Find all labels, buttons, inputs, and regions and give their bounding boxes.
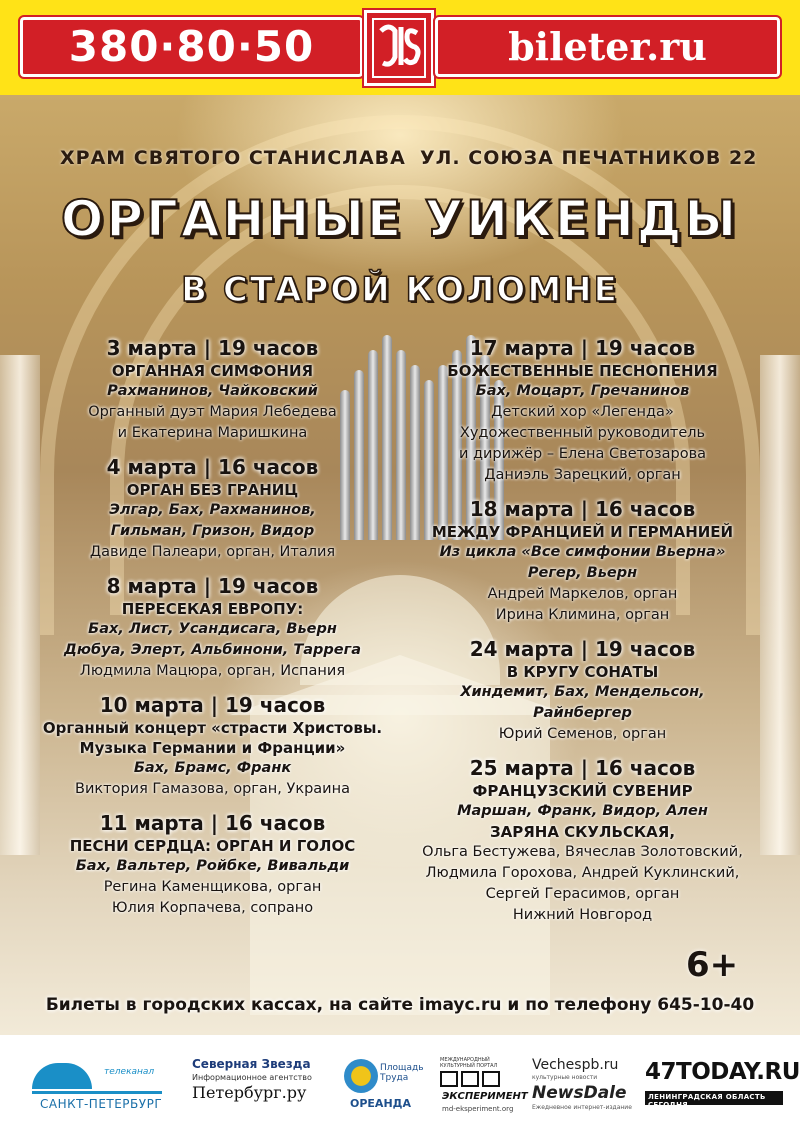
sponsor-47today-logo[interactable] — [645, 1057, 800, 1117]
event-performer: Нижний Новгород — [512, 907, 653, 923]
event-performer: Художественный руководитель — [459, 425, 706, 441]
event-block — [400, 755, 765, 926]
event-block — [40, 692, 385, 800]
event-performer: и Екатерина Маришкина — [117, 425, 308, 441]
event-composers: Из цикла «Все симфонии Вьерна» — [439, 544, 726, 560]
event-title: Музыка Германии и Франции» — [79, 739, 346, 757]
venue-name: ХРАМ СВЯТОГО СТАНИСЛАВА — [60, 147, 406, 169]
wave-icon — [32, 1063, 92, 1089]
event-block — [400, 636, 765, 745]
sponsor-name: Площадь Труда — [380, 1063, 424, 1083]
bileter-logo-icon — [364, 10, 434, 86]
event-performer: Юлия Корпачева, сопрано — [111, 900, 314, 916]
event-performer: Людмила Горохова, Андрей Куклинский, — [425, 865, 740, 881]
sponsor-site: Петербург.ру — [192, 1083, 307, 1102]
event-performer: Ольга Бестужева, Вячеслав Золотовский, — [422, 844, 743, 860]
event-date: 3 марта | 19 часов — [106, 336, 319, 360]
event-performer: Ирина Климина, орган — [495, 607, 670, 623]
event-title: БОЖЕСТВЕННЫЕ ПЕСНОПЕНИЯ — [447, 362, 718, 380]
sponsor-sub: ЛЕНИНГРАДСКАЯ ОБЛАСТЬ СЕГОДНЯ — [648, 1093, 766, 1109]
event-block — [40, 335, 385, 444]
event-performer: Детский хор «Легенда» — [491, 404, 674, 420]
event-performer: Давиде Палеари, орган, Италия — [89, 544, 336, 560]
phone-number[interactable]: 380·80·50 — [20, 17, 363, 77]
event-performer: Людмила Мацюра, орган, Испания — [79, 663, 346, 679]
decor-column-right — [760, 355, 800, 855]
ticket-info: Билеты в городских кассах, на сайте imayc.ru и по телефону 645-10-40 — [45, 995, 755, 1015]
event-date: 8 марта | 19 часов — [106, 574, 319, 598]
poster-title: ОРГАННЫЕ УИКЕНДЫ — [60, 190, 740, 248]
event-performer: Органный дуэт Мария Лебедева — [88, 404, 337, 420]
poster-subtitle: В СТАРОЙ КОЛОМНЕ — [181, 270, 619, 310]
poster-background — [0, 95, 800, 1035]
event-performer: Виктория Гамазова, орган, Украина — [75, 781, 350, 797]
event-composers: Райнбергер — [533, 705, 632, 721]
event-date: 17 марта | 19 часов — [469, 336, 696, 360]
sponsor-sub: МЕЖДУНАРОДНЫЙ КУЛЬТУРНЫЙ ПОРТАЛ — [440, 1057, 498, 1069]
event-composers: Рахманинов, Чайковский — [107, 383, 318, 399]
event-title: ФРАНЦУЗСКИЙ СУВЕНИР — [472, 782, 693, 800]
sponsor-name: Северная Звезда — [192, 1057, 311, 1071]
event-date: 25 марта | 16 часов — [469, 756, 696, 780]
event-title: Органный концерт «страсти Христовы. — [42, 719, 383, 737]
venue-address: УЛ. СОЮЗА ПЕЧАТНИКОВ 22 — [420, 147, 758, 169]
event-performer: Регина Каменщикова, орган — [103, 879, 322, 895]
emblem-icon — [344, 1059, 378, 1093]
event-date: 4 марта | 16 часов — [106, 455, 319, 479]
event-composers: Бах, Вальтер, Ройбке, Вивальди — [75, 858, 350, 874]
sponsor-name: САНКТ-ПЕТЕРБУРГ — [40, 1097, 163, 1111]
event-date: 24 марта | 19 часов — [469, 637, 696, 661]
event-composers: Хиндемит, Бах, Мендельсон, — [460, 684, 705, 700]
event-title: В КРУГУ СОНАТЫ — [506, 663, 659, 681]
header-bar — [0, 0, 800, 95]
sponsor-spb-channel-logo[interactable] — [20, 1057, 170, 1117]
event-date: 10 марта | 19 часов — [99, 693, 326, 717]
event-performer: Андрей Маркелов, орган — [487, 586, 678, 602]
event-composers: Гильман, Гризон, Видор — [110, 523, 315, 539]
event-composers: Маршан, Франк, Видор, Ален — [457, 803, 708, 819]
event-performer: Даниэль Зарецкий, орган — [484, 467, 681, 483]
sponsor-sub: Информационное агентство — [192, 1073, 312, 1082]
sponsor-site: md-eksperiment.org — [442, 1105, 514, 1113]
event-composers: Бах, Моцарт, Гречанинов — [475, 383, 690, 399]
sponsor-ploshchad-truda-logo[interactable] — [340, 1057, 425, 1117]
event-composers: Регер, Вьерн — [527, 565, 638, 581]
event-title: ОРГАН БЕЗ ГРАНИЦ — [126, 481, 299, 499]
sponsor-severnaya-zvezda-logo[interactable] — [192, 1057, 322, 1117]
sponsor-sub: культурные новости — [532, 1074, 598, 1081]
sponsor-footer — [0, 1035, 800, 1130]
event-block — [400, 335, 765, 486]
event-block — [400, 496, 765, 626]
event-performer: Юрий Семенов, орган — [498, 726, 667, 742]
sponsor-brand: ОРЕАНДА — [350, 1097, 411, 1110]
sponsor-vechespb-logo[interactable] — [532, 1057, 632, 1117]
events-right-column — [400, 335, 765, 936]
events-left-column — [40, 335, 385, 929]
sponsor-label: телеканал — [104, 1067, 155, 1077]
sponsor-name: 47TODAY.RU — [645, 1059, 800, 1085]
event-composers: Бах, Брамс, Франк — [133, 760, 292, 776]
event-block — [40, 810, 385, 919]
event-composers: Бах, Лист, Усандисага, Вьерн — [88, 621, 337, 637]
decor-column-left — [0, 355, 40, 855]
sponsor-brand: NewsDale — [532, 1083, 627, 1103]
event-performer: Сергей Герасимов, орган — [485, 886, 680, 902]
event-block — [40, 573, 385, 682]
age-rating-badge: 6+ — [686, 945, 739, 985]
event-composers: Дюбуа, Элерт, Альбинони, Таррега — [63, 642, 361, 658]
event-composers: Элгар, Бах, Рахманинов, — [109, 502, 316, 518]
event-title: ОРГАННАЯ СИМФОНИЯ — [111, 362, 314, 380]
event-date: 18 марта | 16 часов — [469, 497, 696, 521]
event-date: 11 марта | 16 часов — [99, 811, 326, 835]
event-title: ПЕСНИ СЕРДЦА: ОРГАН И ГОЛОС — [69, 837, 356, 855]
sponsor-sub: Ежедневное интернет-издание — [532, 1104, 632, 1111]
sponsor-name: ЭКСПЕРИМЕНТ — [442, 1091, 528, 1102]
event-performer: и дирижёр – Елена Светозарова — [458, 446, 707, 462]
site-link[interactable]: bileter.ru — [435, 17, 780, 77]
event-block — [40, 454, 385, 563]
event-title: МЕЖДУ ФРАНЦИЕЙ И ГЕРМАНИЕЙ — [431, 523, 734, 541]
boxes-icon — [440, 1071, 500, 1087]
sponsor-eksperiment-logo[interactable] — [440, 1057, 528, 1117]
event-title: ЗАРЯНА СКУЛЬСКАЯ, — [489, 823, 676, 841]
sponsor-name: Vechespb.ru — [532, 1057, 619, 1073]
event-title: ПЕРЕСЕКАЯ ЕВРОПУ: — [121, 600, 304, 618]
